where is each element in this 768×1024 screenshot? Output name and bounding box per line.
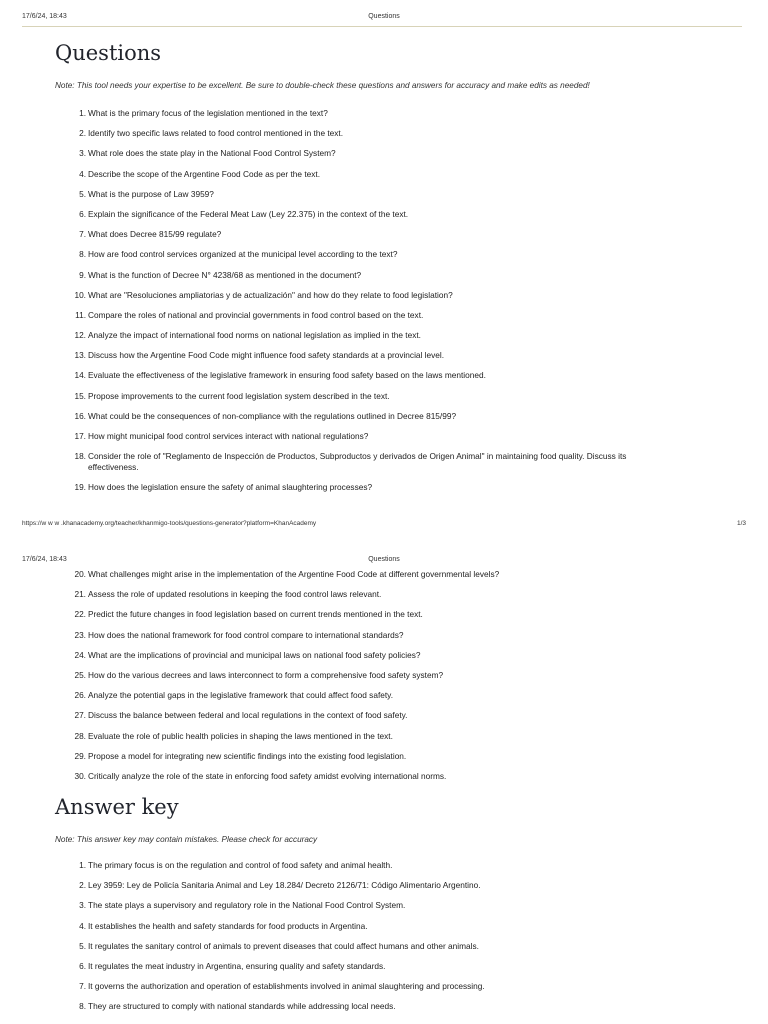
item-number: 14. bbox=[74, 370, 86, 381]
item-text: The primary focus is on the regulation and control of food safety and animal health. bbox=[88, 860, 393, 870]
item-text: What does Decree 815/99 regulate? bbox=[88, 229, 222, 240]
list-item bbox=[55, 589, 665, 600]
item-number: 24. bbox=[74, 649, 86, 660]
list-item bbox=[55, 751, 665, 762]
item-number: 30. bbox=[74, 770, 86, 781]
header-date: 17/6/24, 18:43 bbox=[22, 556, 67, 563]
item-number: 29. bbox=[74, 750, 86, 761]
item-number: 5. bbox=[79, 940, 86, 951]
item-text: What could be the consequences of non-compliance with the regulations outlined in Decree 815/99? bbox=[88, 410, 457, 421]
list-item bbox=[55, 148, 665, 159]
list-item bbox=[55, 310, 665, 321]
item-number: 25. bbox=[74, 669, 86, 680]
item-number: 15. bbox=[74, 390, 86, 401]
item-text: How do the various decrees and laws interconnect to form a comprehensive food safety system? bbox=[88, 669, 444, 680]
item-number: 18. bbox=[74, 451, 86, 462]
list-item bbox=[55, 391, 665, 402]
questions-list-continued bbox=[55, 569, 665, 791]
list-item bbox=[55, 270, 665, 281]
disclaimer-note: Note: This tool needs your expertise to be excellent. Be sure to double-check these questions and answers for accuracy and make edits as needed! bbox=[55, 81, 590, 90]
item-text: Analyze the potential gaps in the legislative framework that could affect food safety. bbox=[88, 690, 394, 701]
item-text: What challenges might arise in the implementation of the Argentine Food Code at different governmental levels? bbox=[88, 569, 500, 579]
list-item bbox=[55, 290, 665, 301]
item-number: 28. bbox=[74, 730, 86, 741]
item-number: 2. bbox=[79, 880, 86, 891]
footer-url: https://w w w .khanacademy.org/teacher/khanmigo-tools/questions-generator?platform=KhanAcademy bbox=[22, 520, 317, 527]
item-text: Identify two specific laws related to food control mentioned in the text. bbox=[88, 128, 344, 139]
list-item bbox=[55, 350, 665, 361]
item-text: Compare the roles of national and provincial governments in food control based on the text. bbox=[88, 309, 424, 320]
list-item bbox=[55, 128, 665, 139]
item-text: What is the primary focus of the legislation mentioned in the text? bbox=[88, 108, 328, 118]
list-item bbox=[55, 1001, 665, 1012]
item-text: Critically analyze the role of the state in enforcing food safety amidst evolving international norms. bbox=[88, 770, 447, 781]
list-item bbox=[55, 921, 665, 932]
item-number: 8. bbox=[79, 249, 86, 260]
list-item bbox=[55, 569, 665, 580]
questions-list bbox=[55, 108, 665, 502]
item-text: Evaluate the role of public health policies in shaping the laws mentioned in the text. bbox=[88, 730, 393, 741]
item-number: 9. bbox=[79, 269, 86, 280]
item-text: The state plays a supervisory and regulatory role in the National Food Control System. bbox=[88, 900, 406, 911]
header-title: Questions bbox=[368, 556, 400, 563]
item-text: It governs the authorization and operation of establishments involved in animal slaughtering and processing. bbox=[88, 981, 485, 992]
item-text: What are the implications of provincial and municipal laws on national food safety policies? bbox=[88, 649, 421, 660]
item-text: Describe the scope of the Argentine Food Code as per the text. bbox=[88, 168, 320, 179]
item-text: What is the function of Decree N° 4238/68 as mentioned in the document? bbox=[88, 269, 362, 280]
list-item bbox=[55, 690, 665, 701]
item-text: They are structured to comply with national standards while addressing local needs. bbox=[88, 1001, 396, 1012]
list-item bbox=[55, 630, 665, 641]
item-text: Assess the role of updated resolutions in keeping the food control laws relevant. bbox=[88, 589, 382, 600]
item-number: 16. bbox=[74, 410, 86, 421]
item-text: It regulates the sanitary control of animals to prevent diseases that could affect humans and other animals. bbox=[88, 940, 479, 951]
list-item bbox=[55, 169, 665, 180]
list-item bbox=[55, 229, 665, 240]
item-number: 1. bbox=[79, 108, 86, 118]
page-title: Questions bbox=[55, 41, 162, 65]
page-number: 1/3 bbox=[736, 520, 746, 527]
item-text: Analyze the impact of international food norms on national legislation as implied in the text. bbox=[88, 330, 421, 341]
item-text: Evaluate the effectiveness of the legislative framework in ensuring food safety based on the laws mentioned. bbox=[88, 370, 486, 381]
item-text: How might municipal food control services interact with national regulations? bbox=[88, 431, 369, 441]
item-number: 26. bbox=[74, 690, 86, 701]
list-item bbox=[55, 330, 665, 341]
item-number: 19. bbox=[74, 481, 86, 492]
item-text: Propose a model for integrating new scientific findings into the existing food legislation. bbox=[88, 750, 407, 761]
item-text: Discuss how the Argentine Food Code might influence food safety standards at a provincial level. bbox=[88, 350, 445, 361]
item-text: Discuss the balance between federal and local regulations in the context of food safety. bbox=[88, 710, 408, 721]
item-number: 6. bbox=[79, 208, 86, 219]
list-item bbox=[55, 189, 665, 200]
list-item bbox=[55, 609, 665, 620]
list-item bbox=[55, 431, 665, 442]
header-title: Questions bbox=[368, 13, 400, 20]
page-header bbox=[0, 556, 768, 568]
item-number: 3. bbox=[79, 900, 86, 911]
answer-key-title: Answer key bbox=[55, 795, 179, 819]
item-number: 17. bbox=[74, 431, 86, 441]
item-number: 21. bbox=[74, 589, 86, 600]
item-text: How does the national framework for food control compare to international standards? bbox=[88, 629, 404, 640]
list-item bbox=[55, 108, 665, 119]
item-number: 7. bbox=[79, 981, 86, 992]
list-item bbox=[55, 209, 665, 220]
list-item bbox=[55, 941, 665, 952]
item-number: 23. bbox=[74, 629, 86, 640]
item-number: 1. bbox=[79, 860, 86, 870]
list-item bbox=[55, 981, 665, 992]
list-item bbox=[55, 710, 665, 721]
list-item bbox=[55, 900, 665, 911]
list-item bbox=[55, 771, 665, 782]
answers-list bbox=[55, 860, 665, 1022]
item-text: Predict the future changes in food legislation based on current trends mentioned in the text. bbox=[88, 609, 423, 620]
list-item bbox=[55, 249, 665, 260]
item-number: 13. bbox=[74, 350, 86, 361]
item-number: 4. bbox=[79, 168, 86, 179]
item-number: 2. bbox=[79, 128, 86, 139]
list-item bbox=[55, 961, 665, 972]
item-number: 20. bbox=[74, 569, 86, 579]
item-text: How are food control services organized at the municipal level according to the text? bbox=[88, 249, 398, 260]
list-item bbox=[55, 880, 665, 891]
item-text: It establishes the health and safety standards for food products in Argentina. bbox=[88, 920, 368, 931]
item-text: Ley 3959: Ley de Policía Sanitaria Animal and Ley 18.284/ Decreto 2126/71: Código Alimentario Argentino. bbox=[88, 880, 481, 891]
item-text: Explain the significance of the Federal Meat Law (Ley 22.375) in the context of the text. bbox=[88, 208, 409, 219]
item-number: 5. bbox=[79, 188, 86, 199]
list-item bbox=[55, 650, 665, 661]
item-number: 22. bbox=[74, 609, 86, 620]
answer-key-note: Note: This answer key may contain mistakes. Please check for accuracy bbox=[55, 835, 318, 844]
list-item bbox=[55, 411, 665, 422]
item-text: It regulates the meat industry in Argentina, ensuring quality and safety standards. bbox=[88, 960, 386, 971]
list-item bbox=[55, 860, 665, 871]
list-item bbox=[55, 451, 665, 472]
list-item bbox=[55, 482, 665, 493]
item-number: 8. bbox=[79, 1001, 86, 1012]
list-item bbox=[55, 370, 665, 381]
item-text: How does the legislation ensure the safety of animal slaughtering processes? bbox=[88, 481, 373, 492]
item-number: 27. bbox=[74, 710, 86, 721]
list-item bbox=[55, 731, 665, 742]
item-text: Consider the role of "Reglamento de Inspección de Productos, Subproductos y derivados de Origen Animal" in maintaining food quality. Discuss its effectiveness. bbox=[88, 451, 627, 472]
item-text: Propose improvements to the current food legislation system described in the text. bbox=[88, 390, 390, 401]
item-text: What is the purpose of Law 3959? bbox=[88, 188, 214, 199]
page-header bbox=[0, 13, 768, 25]
item-text: What are "Resoluciones ampliatorias y de actualización" and how do they relate to food legislation? bbox=[88, 289, 453, 300]
item-text: What role does the state play in the National Food Control System? bbox=[88, 148, 336, 159]
item-number: 11. bbox=[75, 309, 86, 320]
item-number: 7. bbox=[79, 229, 86, 240]
header-divider bbox=[22, 26, 742, 27]
item-number: 6. bbox=[79, 960, 86, 971]
list-item bbox=[55, 670, 665, 681]
header-date: 17/6/24, 18:43 bbox=[22, 13, 67, 20]
item-number: 12. bbox=[74, 330, 86, 341]
item-number: 4. bbox=[79, 920, 86, 931]
item-number: 10. bbox=[74, 289, 86, 300]
item-number: 3. bbox=[79, 148, 86, 159]
